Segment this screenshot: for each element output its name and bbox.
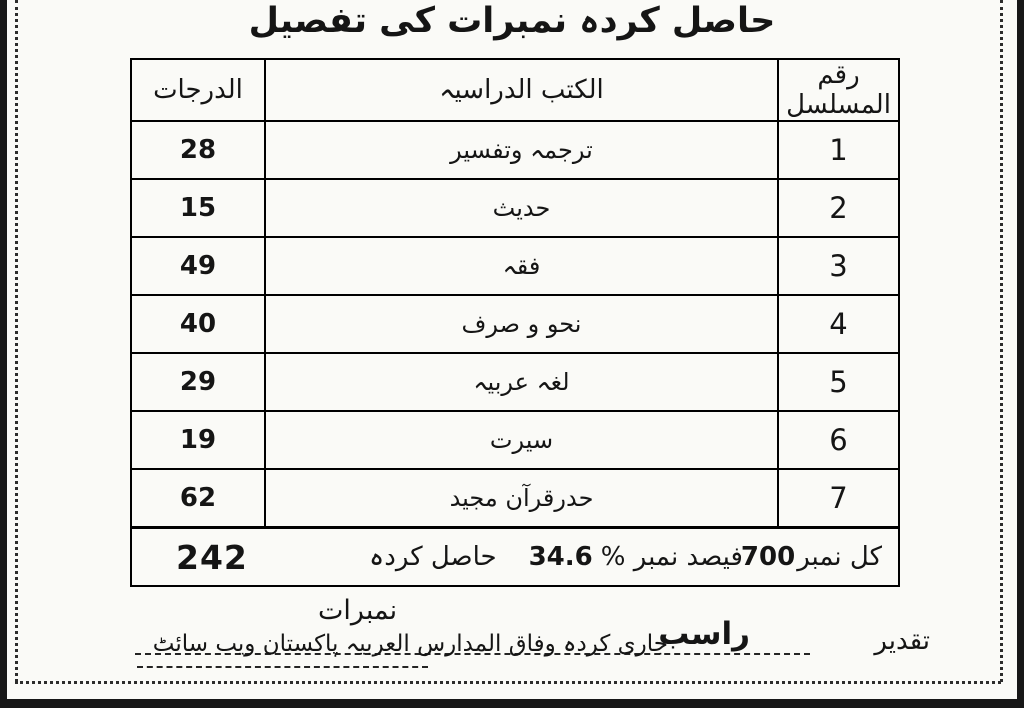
serial-number: 3 bbox=[778, 237, 899, 295]
dotted-border-left bbox=[15, 0, 18, 682]
percent-value: 34.6 bbox=[528, 542, 593, 572]
subject-name: فقہ bbox=[265, 237, 778, 295]
scan-edge-left bbox=[0, 0, 7, 708]
marks-table bbox=[130, 58, 900, 587]
obtained-label-line2: نمبرات bbox=[318, 595, 398, 626]
table-row bbox=[131, 237, 899, 295]
table-row bbox=[131, 469, 899, 528]
subject-name: ترجمہ وتفسیر bbox=[265, 121, 778, 179]
total-marks-value: 700 bbox=[740, 542, 796, 572]
serial-number: 7 bbox=[778, 469, 899, 528]
header-serial: رقم المسلسل bbox=[778, 59, 899, 121]
subject-name: حدرقرآن مجید bbox=[265, 469, 778, 528]
table-header-row bbox=[131, 59, 899, 121]
table-row bbox=[131, 411, 899, 469]
subject-name: نحو و صرف bbox=[265, 295, 778, 353]
subject-name: لغہ عربیہ bbox=[265, 353, 778, 411]
serial-number: 4 bbox=[778, 295, 899, 353]
dotted-border-right bbox=[1000, 0, 1003, 682]
grade-value: راسب bbox=[658, 616, 750, 652]
percent-label: فیصد نمبر % bbox=[600, 542, 743, 572]
table-row bbox=[131, 121, 899, 179]
table-row bbox=[131, 353, 899, 411]
obtained-marks-value: 242 bbox=[176, 537, 248, 577]
summary-row bbox=[131, 528, 899, 587]
marks-value: 19 bbox=[131, 411, 265, 469]
serial-number: 6 bbox=[778, 411, 899, 469]
total-marks-label: کل نمبر bbox=[797, 542, 882, 572]
grade-fill-line-lower bbox=[137, 666, 428, 668]
marks-value: 49 bbox=[131, 237, 265, 295]
marks-value: 15 bbox=[131, 179, 265, 237]
issuer-note: جاری کردہ وفاق المدارس العربیہ پاکستان ویب سائٹ bbox=[152, 631, 668, 657]
grade-label: تقدیر bbox=[874, 626, 930, 656]
scan-edge-bottom bbox=[0, 699, 1024, 708]
serial-number: 5 bbox=[778, 353, 899, 411]
subject-name: سیرت bbox=[265, 411, 778, 469]
obtained-label: حاصل کردہ bbox=[369, 542, 497, 572]
serial-number: 1 bbox=[778, 121, 899, 179]
marks-value: 62 bbox=[131, 469, 265, 528]
header-subject: الكتب الدراسيہ bbox=[265, 59, 778, 121]
marks-value: 40 bbox=[131, 295, 265, 353]
marks-value: 29 bbox=[131, 353, 265, 411]
table-row bbox=[131, 295, 899, 353]
page-title: حاصل کردہ نمبرات کی تفصیل bbox=[248, 1, 776, 41]
serial-number: 2 bbox=[778, 179, 899, 237]
marks-value: 28 bbox=[131, 121, 265, 179]
summary-content bbox=[132, 538, 898, 577]
header-marks: الدرجات bbox=[131, 59, 265, 121]
table-row bbox=[131, 179, 899, 237]
dotted-border-bottom bbox=[15, 681, 1001, 684]
subject-name: حدیث bbox=[265, 179, 778, 237]
scan-edge-right bbox=[1017, 0, 1024, 708]
